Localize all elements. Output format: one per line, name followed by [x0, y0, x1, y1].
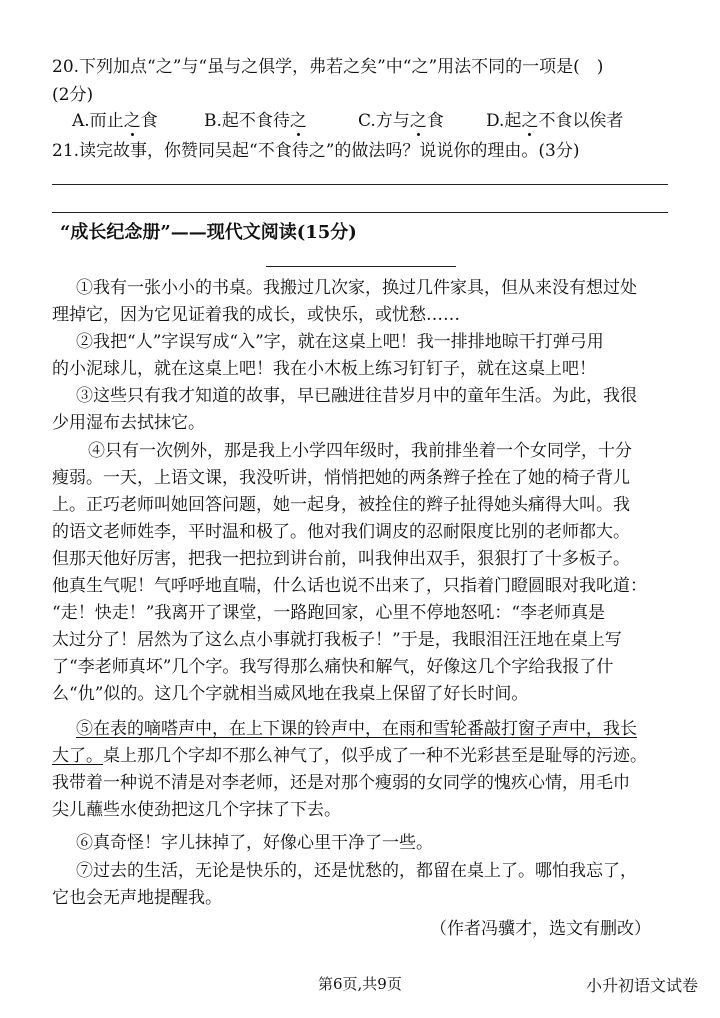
passage-line-16: 么“仇”似的。这几个字就相当威风地在我桌上保留了好长时间。 [52, 684, 529, 704]
passage-source: （作者冯骥才，选文有删改） [430, 919, 651, 939]
question-21-stem: 21.读完故事，你赞同吴起“不食待之”的做法吗？说说你的理由。(3分) [52, 141, 580, 161]
passage-line-18-rest: 桌上那几个字却不那么神气了，似乎成了一种不光彩甚至是耻辱的污迹。 [103, 746, 647, 766]
passage-line-14: 太过分了！居然为了这么点小事就打我板子！”于是，我眼泪汪汪地在桌上写 [52, 630, 622, 650]
option-d-dotted-char: 之 [521, 111, 539, 131]
question-20-stem: 20.下列加点“之”与“虽与之俱学，弗若之矣”中“之”用法不同的一项是( ) [52, 57, 604, 77]
underlined-phrase: 大了。 [52, 746, 103, 766]
answer-line-1 [52, 184, 668, 185]
option-d-suffix: 不食以俟者 [538, 111, 624, 131]
option-b-dotted-char: 之 [289, 111, 307, 131]
section-title: “成长纪念册”——现代文阅读(15分) [60, 222, 357, 243]
passage-line-5: ③这些只有我才知道的故事，早已融进往昔岁月中的童年生活。为此，我很 [76, 386, 637, 406]
option-a [72, 110, 158, 132]
option-a-prefix: A.而止 [72, 111, 124, 131]
passage-line-17-underlined: ⑤在表的嘀嗒声中，在上下课的铃声中，在雨和雪轮番敲打窗子声中，我长 [76, 719, 637, 739]
option-c-prefix: C.方与 [358, 111, 410, 131]
question-20-score: (2分) [52, 85, 94, 105]
passage-line-9: 上。正巧老师叫她回答问题，她一起身，被拴住的辫子扯得她头痛得大叫。我 [52, 495, 630, 515]
option-a-dotted-char: 之 [123, 111, 141, 131]
passage-line-3: ②我把“人”字误写成“入”字，就在这桌上吧！我一排排地晾干打弹弓用 [76, 332, 604, 352]
passage-line-10: 的语文老师姓李，平时温和极了。他对我们调皮的忍耐限度比别的老师都大。 [52, 522, 630, 542]
passage-line-19: 我带着一种说不清是对李老师，还是对那个瘦弱的女同学的愧疚心情，用毛巾 [52, 773, 630, 793]
passage-line-7: ④只有一次例外，那是我上小学四年级时，我前排坐着一个女同学，十分 [88, 441, 632, 461]
passage-line-2: 理掉它，因为它见证着我的成长，或快乐，或忧愁…… [52, 305, 460, 325]
title-blank-line [266, 266, 456, 267]
passage-line-18 [52, 745, 672, 767]
passage-line-15: 了“李老师真坏”几个字。我写得那么痛快和解气，好像这几个字给我报了什 [52, 657, 614, 677]
passage-line-13: “走！快走！”我离开了课堂，一路跑回家，心里不停地怒吼：“李老师真是 [52, 603, 606, 623]
answer-line-2 [52, 212, 668, 213]
option-a-suffix: 食 [140, 111, 158, 131]
option-c-dotted-char: 之 [409, 111, 427, 131]
passage-line-21: ⑥真奇怪！字儿抹掉了，好像心里干净了一些。 [76, 833, 433, 853]
passage-line-12: 他真生气呢！气呼呼地直喘，什么话也说不出来了，只指着门瞪圆眼对我叱道： [52, 576, 647, 596]
passage-line-4: 的小泥球儿，就在这桌上吧！我在小木板上练习钉钉子，就在这桌上吧！ [52, 359, 596, 379]
page-number: 第6页,共9页 [318, 975, 402, 993]
option-c [358, 110, 444, 132]
option-d-prefix: D.起 [486, 111, 522, 131]
option-b-prefix: B.起不食待 [204, 111, 290, 131]
passage-line-1: ①我有一张小小的书桌。我搬过几次家，换过几件家具，但从来没有想过处 [76, 278, 637, 298]
passage-line-23: 它也会无声地提醒我。 [52, 888, 222, 908]
option-c-suffix: 食 [426, 111, 444, 131]
passage-line-22: ⑦过去的生活，无论是快乐的，还是忧愁的，都留在桌上了。哪怕我忘了， [76, 861, 637, 881]
passage-line-20: 尖儿蘸些水使劲把这几个字抹了下去。 [52, 800, 341, 820]
option-d [486, 110, 623, 132]
passage-line-11: 但那天他好厉害，把我一把拉到讲台前，叫我伸出双手，狠狠打了十多板子。 [52, 549, 630, 569]
option-b [204, 110, 307, 132]
exam-name: 小升初语文试卷 [586, 976, 699, 995]
passage-line-6: 少用湿布去拭抹它。 [52, 413, 205, 433]
passage-line-8: 瘦弱。一天，上语文课，我没听讲，悄悄把她的两条辫子拴在了她的椅子背儿 [52, 468, 630, 488]
